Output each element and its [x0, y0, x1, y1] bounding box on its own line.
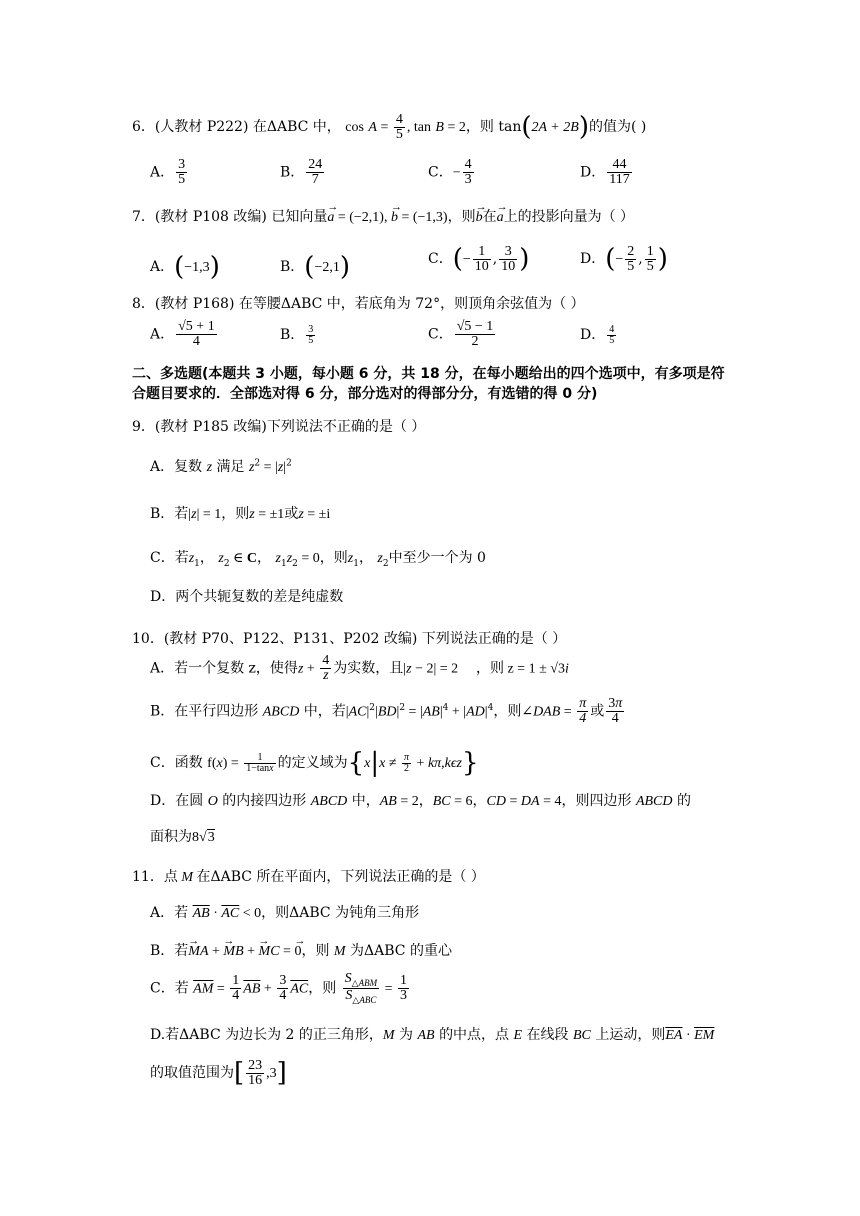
q6-option-b: B． $\frac{24}{7}$ — [280, 157, 323, 187]
q10-option-a: A．若一个复数 z，使得z + $\frac{4}{z}$ 为实数，且|z − 2| = 2 ，则 z = 1 ± √3i — [150, 653, 569, 683]
question-9: 9．(教材 P185 改编)下列说法不正确的是（ ） — [132, 419, 426, 435]
q10-option-d: D．在圆 O 的内接四边形 ABCD 中，AB = 2，BC = 6，CD = DA = 4，则四边形 ABCD 的 — [150, 793, 691, 809]
q9-option-b: B．若|z| = 1，则z = ±1或z = ±i — [150, 506, 331, 522]
q9-option-c: C．若$z_1$， $z_2$ ∈ C， $z_1z_2 = 0$，则$z_1$， $z_2$中至少一个为 0 — [150, 550, 486, 569]
q6-option-a: A． $\frac{3}{5}$ — [150, 157, 186, 187]
question-6: 6．(人教材 P222) 在ΔABC 中， cos A = $\frac{4}{5}$ , tan B = 2，则 tan(2A + 2B)的值为( ) — [132, 111, 647, 142]
q11-option-c: C．若 $\overline{AM}$ = $\frac{1}{4}$ $\overline{AB}$ + $\frac{3}{4}$ $\overline{AC}$，则 $\frac{S_{\triangle ABM}}{S_{\triangle ABC}}$ = $\frac{1}{3}$ — [150, 971, 407, 1005]
q10-option-b: B．在平行四边形 ABCD 中，若$|AC|^2|BD|^2 = |AB|^4 + |AD|^4$，则∠DAB = $\frac{\pi}{4}$ 或 $\frac{3\pi}{4}$ — [150, 696, 623, 726]
q11-option-a: A．若 $\overline{AB} \cdot \overline{AC} < 0$，则ΔABC 为钝角三角形 — [150, 905, 420, 921]
q11-option-d-cont: 的取值范围为[ $\frac{23}{16}$ ,3] — [150, 1057, 287, 1088]
question-10: 10．(教材 P70、P122、P131、P202 改编) 下列说法正确的是（ ） — [132, 631, 567, 647]
q8-option-b: B． $\frac{3}{5}$ — [280, 323, 314, 346]
q11-option-b: B．若→ MA + → MB + → MC = → 0，则 M 为ΔABC 的重心 — [150, 940, 452, 960]
q10-option-c: C．函数 f(x) = $\frac{1}{1-\tan x}$ 的定义域为{x|x ≠ $\frac{\pi}{2}$ + kπ,kϵz} — [150, 748, 479, 778]
q8-option-d: D． $\frac{4}{5}$ — [580, 323, 615, 346]
q7-option-c: C．(− $\frac{1}{10}$ , $\frac{3}{10}$ ) — [428, 243, 530, 274]
q7-option-b: B．(−2,1) — [280, 252, 351, 282]
question-8: 8．(教材 P168) 在等腰ΔABC 中，若底角为 72°，则顶角余弦值为（ ） — [132, 296, 585, 312]
q8-option-a: A． $\frac{√5 + 1}{4}$ — [150, 319, 215, 349]
q8-option-c: C． $\frac{√5 - 1}{2}$ — [428, 319, 494, 349]
q7-option-d: D．(− $\frac{2}{5}$ , $\frac{1}{5}$ ) — [580, 243, 668, 274]
q7-option-a: A．(−1,3) — [150, 252, 220, 282]
q9-option-a: A．复数 z 满足 $z^2 = |z|^2$ — [150, 458, 292, 475]
q6-option-d: D． $\frac{44}{117}$ — [580, 157, 630, 187]
q9-option-d: D．两个共轭复数的差是纯虚数 — [150, 589, 344, 605]
question-7: 7．(教材 P108 改编) 已知向量→ a = (−2,1), → b = (−1,3)，则→ b在→ a上的投影向量为（ ） — [132, 206, 634, 226]
question-11: 11．点 M 在ΔABC 所在平面内，下列说法正确的是（ ） — [132, 869, 485, 885]
q10-option-d-cont: 面积为8√3 — [150, 829, 215, 845]
fraction: $\frac{4}{5}$ — [395, 111, 403, 142]
q11-option-d: D.若ΔABC 为边长为 2 的正三角形，M 为 AB 的中点，点 E 在线段 BC 上运动，则$\overline{EA} \cdot \overline{EM}$ — [150, 1027, 715, 1043]
q6-option-c: C．− $\frac{4}{3}$ — [428, 157, 472, 187]
section-heading-multiple-choice: 二、多选题(本题共 3 小题，每小题 6 分，共 18 分，在每小题给出的四个选项中，有多项是符合题目要求的．全部选对得 6 分，部分选对的得部分分，有选错的得 0 分) — [132, 366, 725, 402]
